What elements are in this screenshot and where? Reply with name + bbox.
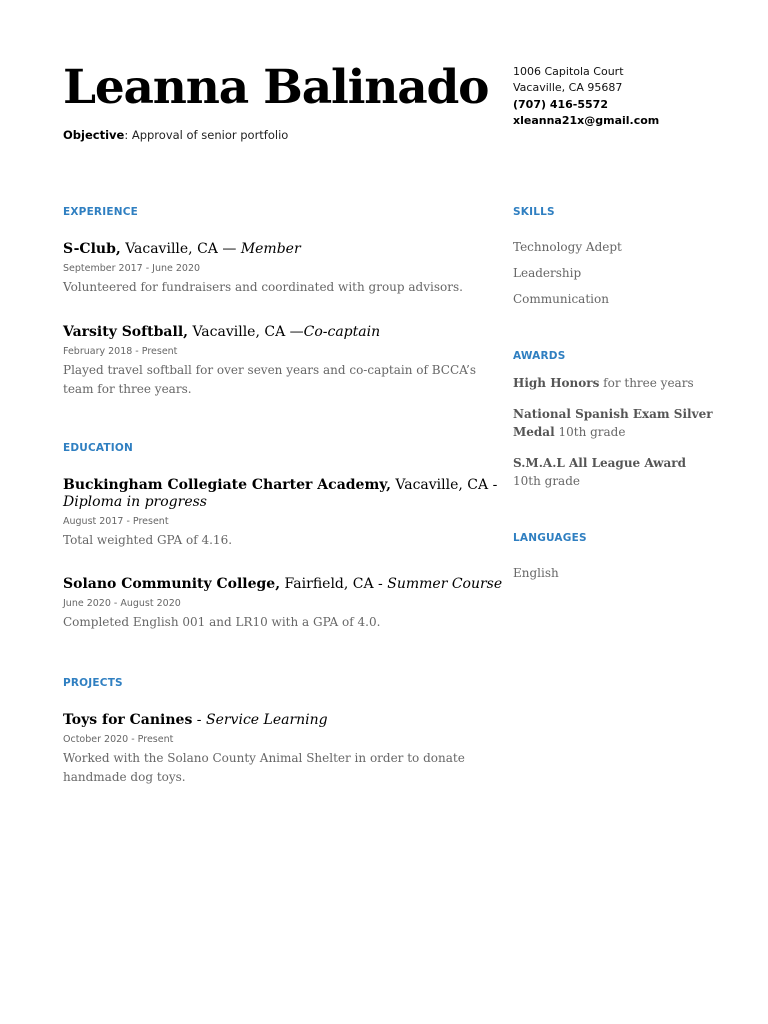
entry-date: August 2017 - Present [63,516,169,527]
entry-date: February 2018 - Present [63,346,178,357]
language-item: English [513,566,559,580]
entry-date: October 2020 - Present [63,734,174,745]
award-detail: 10th grade [554,425,626,439]
skill-item: Leadership [513,266,582,280]
phone-number: (707) 416-5572 [513,97,608,111]
entry-role: Diploma in progress [63,494,207,510]
entry-date: June 2020 - August 2020 [63,598,181,609]
award-item [513,405,713,441]
experience-entry [63,324,483,399]
entry-org: Solano Community College, [63,576,281,592]
entry-date: September 2017 - June 2020 [63,263,201,274]
entry-description: Volunteered for fundraisers and coordinated with group advisors. [63,280,463,294]
education-entry [63,576,503,632]
objective-line [63,128,288,142]
education-entry [63,477,498,550]
project-entry [63,712,483,787]
email-address: xleanna21x@gmail.com [513,113,660,127]
skill-item: Communication [513,292,609,306]
entry-role: Service Learning [205,712,328,728]
contact-block [513,64,659,129]
entry-title [63,477,498,511]
entry-org: S-Club, [63,241,121,257]
entry-description: Total weighted GPA of 4.16. [63,533,233,547]
entry-org: Buckingham Collegiate Charter Academy, [63,477,391,493]
entry-title [63,241,483,258]
section-heading-skills: SKILLS [513,206,555,218]
section-heading-experience: EXPERIENCE [63,206,138,218]
entry-title [63,576,503,593]
section-heading-projects: PROJECTS [63,677,123,689]
section-heading-languages: LANGUAGES [513,532,587,544]
award-detail: 10th grade [513,474,580,488]
skill-item: Technology Adept [513,240,622,254]
entry-location: Vacaville, CA — [188,324,304,340]
award-item [513,374,713,392]
entry-org: Toys for Canines [63,712,193,728]
address-line2: Vacaville, CA 95687 [513,81,623,95]
award-detail: for three years [599,376,694,390]
entry-description: Worked with the Solano County Animal Shelter in order to donate handmade dog toys. [63,751,465,784]
entry-location: Vacaville, CA — [120,241,241,257]
section-heading-education: EDUCATION [63,442,134,454]
award-title: High Honors [513,376,600,390]
entry-title [63,324,483,341]
entry-location: - [192,712,206,728]
resume-name: Leanna Balinado [63,60,489,115]
entry-location: Vacaville, CA - [390,477,498,493]
entry-description: Completed English 001 and LR10 with a GPA of 4.0. [63,615,381,629]
address-line1: 1006 Capitola Court [513,65,624,78]
entry-role: Member [240,241,301,257]
entry-title [63,712,483,729]
entry-role: Summer Course [387,576,503,592]
award-title: National Spanish Exam Silver Medal [513,407,713,439]
objective-label: Objective [63,128,125,142]
objective-text: : Approval of senior portfolio [124,128,289,142]
award-item [513,454,713,490]
entry-description: Played travel softball for over seven years and co-captain of BCCA’s team for three years. [63,363,477,396]
section-heading-awards: AWARDS [513,350,566,362]
entry-location: Fairfield, CA - [280,576,388,592]
entry-role: Co-captain [303,324,381,340]
award-title: S.M.A.L All League Award [513,456,687,470]
entry-org: Varsity Softball, [63,324,189,340]
experience-entry [63,241,483,297]
